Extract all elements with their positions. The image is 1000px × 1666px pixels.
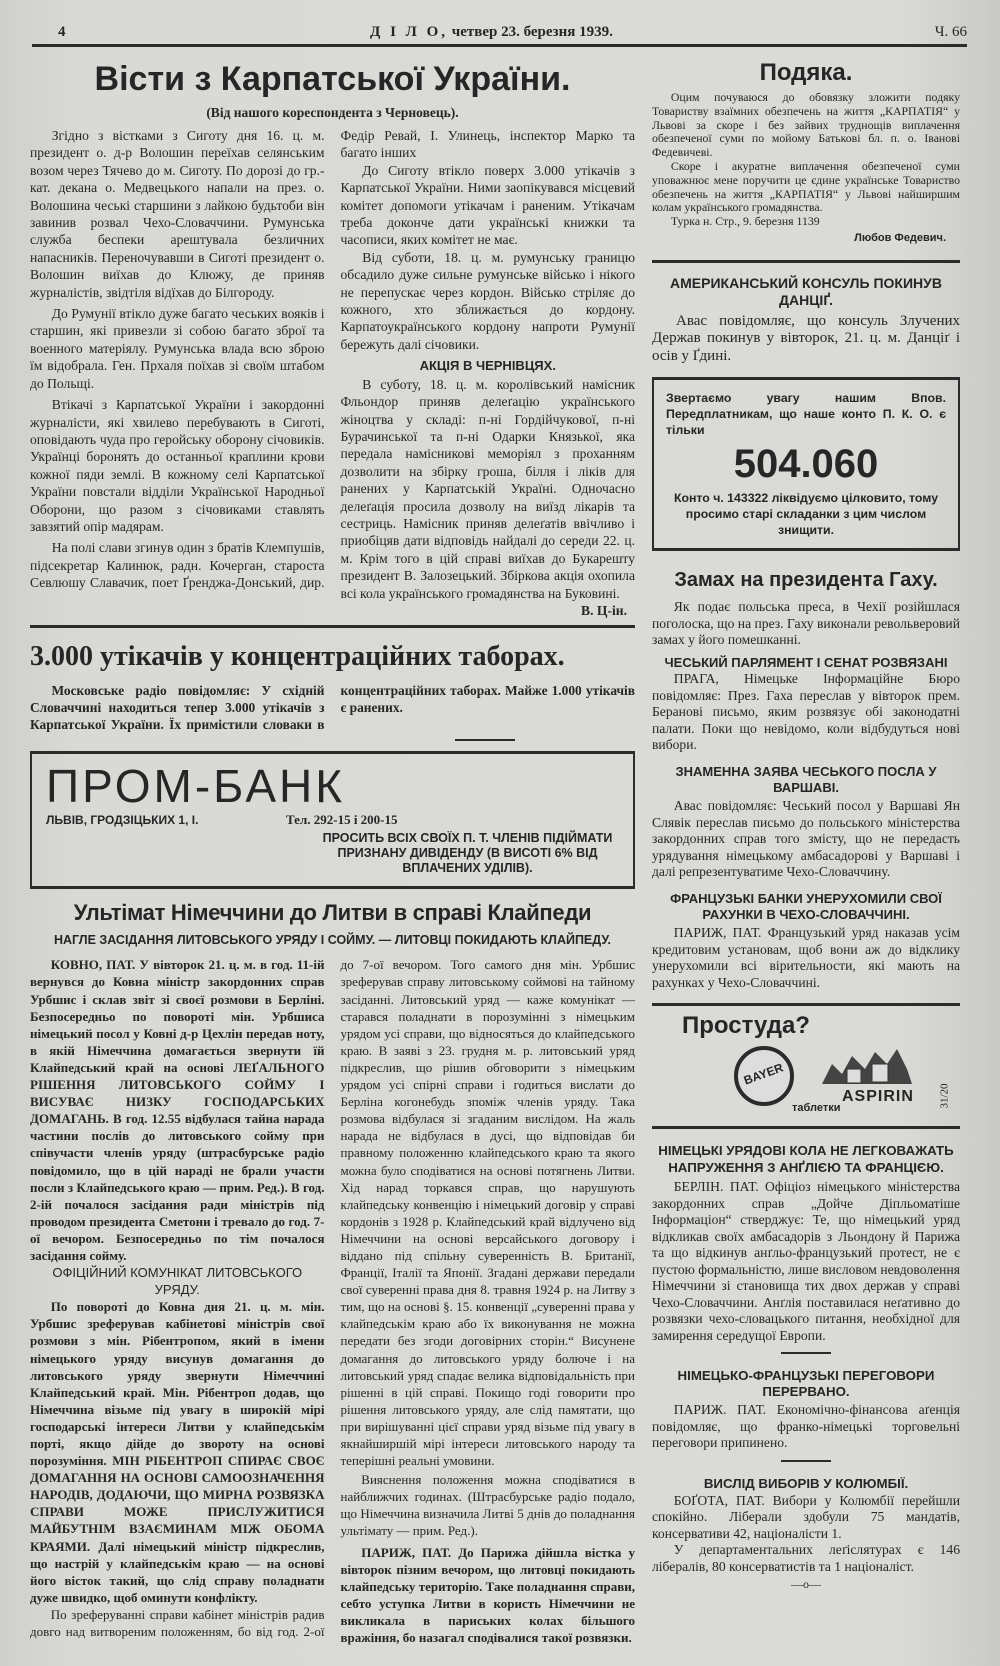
end-mark: —o— — [791, 1577, 821, 1592]
signature: Любов Федевич. — [854, 231, 946, 244]
ad-brand: ASPIRIN — [842, 1088, 914, 1106]
article-heading: ФРАНЦУЗЬКІ БАНКИ УНЕРУХОМИЛИ СВОЇ РАХУНКИ В ЧЕХО-СЛОВАЧЧИНІ. — [670, 890, 942, 922]
paragraph: До Сиготу втікло поверх 3.000 утікачів з Карпатської України. Ними заопікувався місцевий комітет допомоги утікачам і раненим. Утікачам треба доконче дати українські книжки та часописи, яких комітет не має. — [340, 162, 635, 248]
box-text-top: Звертаємо увагу нашим Впов. Передплатникам, що наше конто П. К. О. є тільки — [666, 391, 946, 438]
ad-code: 31/20 — [938, 1083, 951, 1109]
paragraph: Оцим почуваюся до обовязку зложити подяку Товариству взаїмних обезпечень на життя „КАРПАТІЯ“ у Львові за скоре і без зайвих труднощів виплачення обезпеченої суми по мойому Батькові бл. п. о. Іванові Федевичеві. — [652, 90, 960, 160]
short-divider — [781, 1352, 831, 1354]
masthead-line — [370, 24, 935, 41]
paragraph: КОВНО, ПАТ. У вівторок 21. ц. м. в год. 11-ій вернувся до Ковна міністр закордонних справ Урбшис і склав звіт зі своєї розмови в Берліні. Безпосередньо по повороті мін. Урбшиса німецький посол у Ковні д-р Цехлін передав ноту, в якій Німеччина домагається звернути їй Клайпедський край на основі ЛЕҐАЛЬНОГО РІШЕННЯ ЛИТОВСЬКОГО СОЙМУ І ВИСУВАЄ НИЗКУ ГОСПОДАРСЬКИХ ДОМАГАНЬ. В год. 12.55 відбулася тайна нарада частини послів до литовського сойму при співучасти членів уряду (штрасбурське радіо повідомило, що в цій нараді не брали участи посли з Клайпедського краю — прим. Ред.). В год. 2-ій почалося засідання ради міністрів під проводом президента Сметони і тревало до год. 7-ої вечором. Безпосередньо по тім почалося засідання сойму. — [30, 957, 325, 1263]
paragraph: ПРАГА, Німецьке Інформаційне Бюро повідомляє: През. Гаха переслав у вівторок прем. Беранові письмо, яким розвязує обі законодатні палати. Поки що невідомо, коли відбудуться нові вибори. — [652, 671, 960, 753]
left-area — [30, 57, 635, 1646]
paragraph: БОҐОТА, ПАТ. Вибори у Колюмбії перейшли спокійно. Ліберали здобули 75 мандатів, консервативи 42, націоналісти 1. — [652, 1492, 960, 1541]
bayer-cross-text: BAYER — [741, 1060, 786, 1088]
divider — [652, 1126, 960, 1129]
article-heading: НІМЕЦЬКІ УРЯДОВІ КОЛА НЕ ЛЕГКОВАЖАТЬ НАПРУЖЕННЯ З АНҐЛІЄЮ ТА ФРАНЦІЄЮ. — [658, 1143, 954, 1175]
paragraph: БЕРЛІН. ПАТ. Офіціоз німецького міністерства закордонних справ „Дойче Діпльоматіше Інформаціон“ стверджує: Те, що німецький уряд відкликав своїх амбасадорів з Льондону й Парижа та що відкинув анґльо-французький протест, не є пустою формальністю, лише висловом невдоволення Німеччини зі становища тих двох держав у справі Чехо-Словаччини. Анґлія поставилася неґативно до розвязки чехо-словацького питання, необхідної для замирення середущої Европи. — [652, 1179, 960, 1343]
article-ultimatum — [30, 897, 635, 1646]
divider — [652, 1003, 960, 1006]
notice-title: Подяка. — [759, 59, 853, 86]
right-column — [652, 57, 960, 1592]
article-title: Вісти з Карпатської України. — [94, 60, 571, 98]
issue-number: Ч. 66 — [934, 24, 967, 40]
article-refugees — [30, 638, 635, 733]
article-byline: (Від нашого кореспондента з Черновець). — [206, 105, 459, 120]
divider — [30, 625, 635, 628]
page-number: 4 — [58, 24, 66, 40]
divider — [652, 260, 960, 263]
bank-address: ЛЬВІВ, ГРОДЗІЦЬКИХ 1, І. — [46, 813, 199, 828]
paragraph: Авас повідомляє, що консуль Злучених Держав покинув у вівторок, 21. ц. м. Данціґ і осів у Ґдині. — [652, 312, 960, 364]
article-body — [30, 682, 635, 733]
prombank-ad — [30, 751, 635, 889]
place-date: Турка н. Стр., 9. березня 1139 — [670, 214, 820, 229]
article-german-circles — [652, 1143, 960, 1592]
short-divider — [455, 739, 515, 741]
masthead-rule — [32, 44, 967, 47]
paragraph: ПАРИЖ, ПАТ. Французький уряд наказав усім кредитовим установам, щоб вони аж до відклику унерухомили всі вірительности, які мають на рахунках у Чехо-Словаччині. — [652, 924, 960, 990]
paragraph: До Румунії втікло дуже багато чеських вояків і старшин, які привезли зі собою багато зброї та военного матеріялу. Румунська влада всю зброю їм відобрала. Ген. Прхаля поїхав зі своїм штабом до Польщі. — [30, 306, 325, 391]
paragraph: Від суботи, 18. ц. м. румунську границю обсадило дуже сильне румунське військо і нікого не перепускає через кордон. Військо стріляє до кожного, хто зближається до кордону. Карпатоукраїнського кордону напроти Румунії бережуть далі січовики. — [340, 249, 635, 352]
paragraph: ПАРИЖ, ПАТ. До Парижа дійшла вістка у вівторок пізним вечором, що литовці покидають клайпедську територію. Таке поладнання справи, себто уступка Литви в користь Німеччини не викликала в париських колах більшого вражіння, бо назагал сподівалися такої розвязки. — [340, 1544, 635, 1646]
paper-name: Д І Л О, — [370, 24, 449, 40]
bank-phone: Тел. 292-15 і 200-15 — [286, 812, 398, 828]
subheading: ОФІЦІЙНИЙ КОМУНІКАТ ЛИТОВСЬКОГО УРЯДУ. — [52, 1265, 303, 1298]
ad-headline: Простуда? — [682, 1012, 810, 1040]
aspirin-ad — [652, 1010, 960, 1122]
article-title: 3.000 утікачів у концентраційних таборах. — [30, 641, 565, 673]
paragraph: По повороті до Ковна дня 21. ц. м. мін. Урбшис зреферував кабінетові міністрів свої розмови з мін. Рібентропом, який в імени німецького уряду висунув домагання до литовського уряду звернути Німеччині Клайпедський край. Мін. Рібентроп додав, що Німеччина візьме під увагу в широкій мірі господарські інтереси Литви у клайпедськім порті, якщо дійде до звороту на основі порозуміння. МІН РІБЕНТРОП СПИРАЄ СВОЄ ДОМАГАННЯ НА ОСНОВІ САМООЗНАЧЕННЯ НАРОДІВ, ДОДАЮЧИ, ЩО МИРНА РОЗВЯЗКА СПРАВИ МОЖЕ ПРИСЛУЖИТИСЯ МАЙБУТНІМ ВЗАЄМИНАМ МІЖ ОБОМА КРАЯМИ. Далі німецький міністр підкреслив, що настрій у клайпедськім краю — на основі його вісток такий, що слід справу поладнати дуже швидко, щоб оминути конфлікту. — [30, 1299, 325, 1605]
paragraph: У департаментальних леґіслятурах є 146 лібералів, 80 консерватистів та 1 націоналіст. — [652, 1542, 960, 1574]
paragraph: В суботу, 18. ц. м. королівський намісник Фльондор приняв делеґацію українського жіноцтва у складі: п-ні Гордійчукової, п-ні Бурачинської та п-ні Одарки Князької, яка передала намісникові меморіял з проханням дозволити на збірку гроша, білля і ліків для ранених у Карпатській Україні. Одночасно делеґація просила дозволу на виїзд лікарів та сестриць. Намісник приняв делеґатів ввічливо і приобіцяв дати відповідь найдалі до середи 22. ц. м. Крім того в цій справі виїхав до Букарешту президент В. Залозецький. Збіркова акція охопила всі кола українського громадянства на Буковині. — [340, 376, 635, 601]
article-heading: ВИСЛІД ВИБОРІВ У КОЛЮМБІЇ. — [703, 1475, 909, 1491]
thanks-notice — [652, 59, 960, 246]
paragraph: По зреферуванні справи кабінет міністрів радив довго над витвореним положенням, бо від год. 2-ої до 7-ої вечором. Того самого дня мін. Урбшис зреферував справу литовському соймові на тайному засіданні. Литовський уряд — каже комунікат — старався поладнати в порозумінні з німецьким урядом усі справи, що відносяться до клайпедського краю. В заяві з 23. грудня м. р. литовський уряд підкреслив, що рішив обговорити з німецьким урядом усі спірні справи і годиться вислати до Берліна когонебудь зпоміж членів уряду. Така розмова відбулася зі згаданим вислідом. На жаль нарада не відбулася в дусі, що відповідав би правному положенню клайпедського краю та якого можна було сподіватися на основі потягнень Литви. Хід нарад торкався справ, що нарушують клайпедську конвенцію і німецький договір у справі кордонів з 1928 р. Клайпедський край відлучено від Німеччини на основі версайського договору і віддано під спільну суверенність В. Британії, Франції, Італії та Японії. Згадані держави передали свої суверенні права дня 8. травня 1924 р. на Литву з тим, що на основі §. 15. конвенції „суверенні права у клайпедськім краю або їх виконування не можна передати без згоди договірних сторін.“ Висунене домагання до литовського уряду болюче і на литовський уряд спадає велика відповідальність при рішенні в цій справі. Покищо годі говорити про рішення литовського уряду, але слід памятати, що при вирішуванні цієї справи уряд візьме під увагу в якнайширшій мірі інтереси литовського народу та теперішні реальні умовини. — [30, 957, 635, 1640]
subheading: АКЦІЯ В ЧЕРНІВЦЯХ. — [419, 358, 556, 374]
article-title: Замах на президента Гаху. — [674, 569, 938, 592]
account-number: 504.060 — [733, 442, 879, 487]
article-consul — [652, 275, 960, 366]
bayer-logo — [734, 1046, 794, 1106]
ad-tablets: таблетки — [792, 1102, 841, 1115]
paragraph: На полі слави згинув один з братів Клемпушів, підсекретар Калинюк, радн. Кочерган, староста Севлюшу Славачик, поет Ґренджа-Донський, дир. Федір Ревай, І. Улинець, інспектор Марко та багато інших — [30, 128, 635, 591]
article-heading: ЧЕСЬКИЙ ПАРЛЯМЕНТ І СЕНАТ РОЗВЯЗАНІ — [664, 655, 948, 671]
masthead — [58, 24, 967, 41]
account-notice-box — [652, 377, 960, 551]
village-illustration — [817, 1040, 917, 1085]
paragraph: Скоре і акуратне виплачення обезпеченої суми уповажнює мене поручити це єдине українське Товариство обезпечень на життя „КАРПАТІЯ“ у Львові найширшим колам українського громадянства. — [652, 158, 960, 215]
paragraph: Авас повідомляє: Чеський посол у Варшаві Ян Слявік переслав письмо до польського міністерства закордонних справ того змісту, що не передасть урядування німецькому амбасадорові у Варшаві і далі репрезентуватиме Чехо-Словаччину. — [652, 798, 960, 880]
paragraph: Як подає польська преса, в Чехії розійшлася поголоска, що на през. Гаху виконали револьверовий замах у його помешканні. — [652, 599, 960, 648]
article-attempt — [652, 565, 960, 991]
paragraph: Московське радіо повідомляє: У східній Словаччині находиться тепер 3.000 утікачів з Карпатської України. Їх примістили словаки в концентраційних таборах. Майже 1.000 утікачів є ранених. — [30, 683, 635, 733]
paragraph: Втікачі з Карпатської України і закордонні журналісти, які хвилево перебувають в Сиготі, оповідають чуда про геройську оборону січовиків. Українці боронять до останньої краплини крови кожної пяди землі. В кожному селі Карпатської України повстали відділи Української Народньої Оборони, що разом з січовиками ставлять завзятий опір мадярам. — [30, 397, 325, 534]
article-body — [30, 956, 635, 1646]
article-title: Ультімат Німеччини до Литви в справі Клайпеди — [73, 900, 592, 926]
paragraph: Згідно з вістками з Сиготу дня 16. ц. м. президент о. д-р Волошин переїхав селянським возом через Тячево до м. Сиготу. По дорозі до гр.-кат. декана о. Медвецького напали на през. о. Волошина чеські старшини з лайкою будьтоби він завинив розвал Чехо-Словаччини. Румунська служба беспеки арештувала безличних напасників. Переночувавши в Сиготі президент о. Волошин виїхав до Клюжу, де приняв журналістів, звідтіля відїхав до Білгороду. — [30, 128, 325, 300]
box-text-bottom: Конто ч. 143322 ліквідуємо цілковито, тому просимо старі складанки з цим числом знищити. — [673, 491, 939, 538]
signature: В. Ц-ін. — [581, 602, 627, 618]
bank-notice: ПРОСИТЬ ВСІХ СВОЇХ П. Т. ЧЛЕНІВ ПІДІЙМАТИ ПРИЗНАНУ ДИВІДЕНДУ (В ВИСОТІ 6% ВІД ВПЛАЧЕНИХ УДІЛІВ). — [322, 831, 613, 876]
bank-name: ПРОМ-БАНК — [46, 760, 346, 813]
article-subtitle: НАГЛЕ ЗАСІДАННЯ ЛИТОВСЬКОГО УРЯДУ І СОЙМУ. — ЛИТОВЦІ ПОКИДАЮТЬ КЛАЙПЕДУ. — [53, 933, 612, 948]
article-body — [30, 127, 635, 619]
paragraph: ПАРИЖ. ПАТ. Економічно-фінансова аґенція повідомляє, що франко-німецькі торговельні переговори припинено. — [652, 1402, 960, 1451]
article-heading: НІМЕЦЬКО-ФРАНЦУЗЬКІ ПЕРЕГОВОРИ ПЕРЕРВАНО. — [677, 1368, 935, 1400]
issue-date: четвер 23. березня 1939. — [451, 24, 613, 40]
article-heading: АМЕРИКАНСЬКИЙ КОНСУЛЬ ПОКИНУВ ДАНЦІҐ. — [670, 274, 942, 308]
short-divider — [781, 1460, 831, 1462]
article-heading: ЗНАМЕННА ЗАЯВА ЧЕСЬКОГО ПОСЛА У ВАРШАВІ. — [675, 764, 937, 796]
paragraph: Вияснення положення можна сподіватися в найближчих годинах. (Штрасбурське радіо подало, що Німеччина визначила Литві 5 днів до поладнання ультімату — прим. Ред.). — [340, 1472, 635, 1539]
article-carpathian — [30, 57, 635, 619]
